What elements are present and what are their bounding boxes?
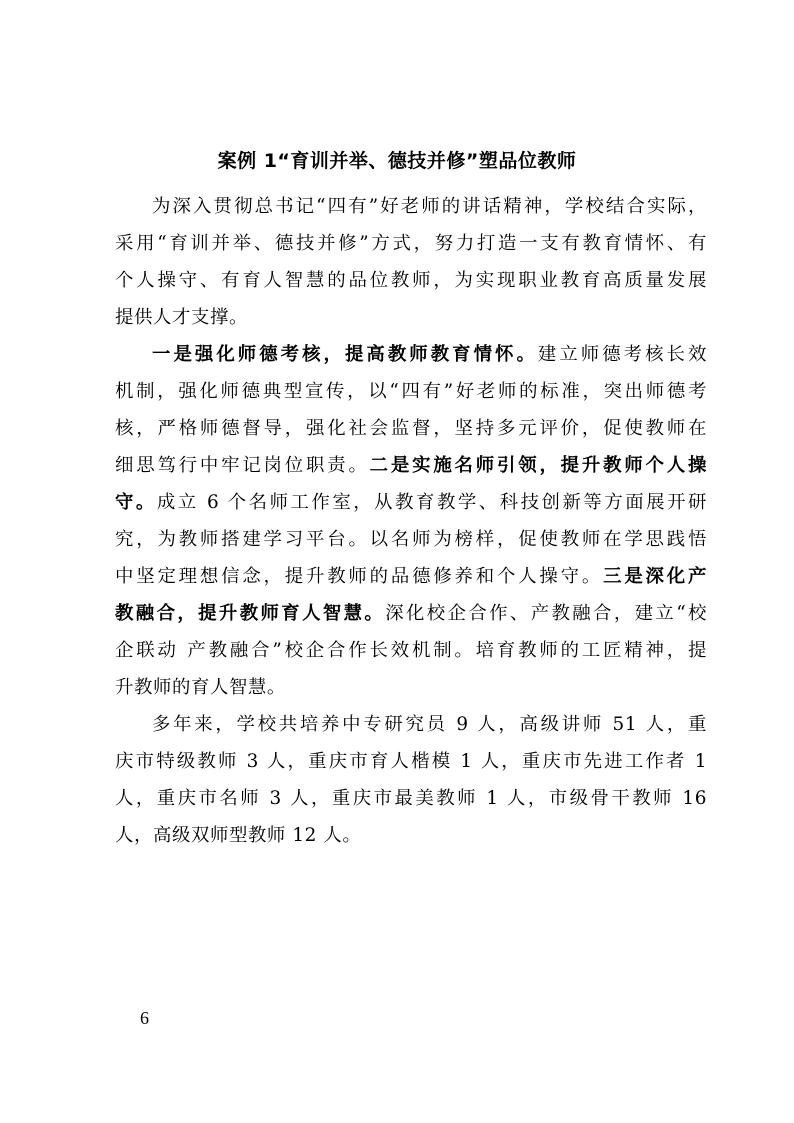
- text-line: [115, 414, 707, 444]
- body-text: 个人操守、有育人智慧的品位教师，为实现职业教育高质量发展: [115, 270, 707, 291]
- body-text: 细思笃行中牢记岗位职责。: [115, 455, 370, 476]
- bold-heading-text: 守。: [115, 492, 157, 513]
- text-line: [115, 821, 707, 851]
- body-text: 升教师的育人智慧。: [115, 677, 286, 698]
- text-line: [115, 784, 707, 814]
- body-text: 中坚定理想信念，提升教师的品德修养和个人操守。: [115, 566, 604, 587]
- text-line: [115, 636, 707, 666]
- body-text: 庆市特级教师 3 人，重庆市育人楷模 1 人，重庆市先进工作者 1: [115, 751, 707, 772]
- body-text: 多年来，学校共培养中专研究员 9 人，高级讲师 51 人，重: [152, 714, 707, 735]
- text-line: [115, 488, 707, 518]
- document-title: 案例 1“育训并举、德技并修”塑品位教师: [217, 150, 577, 172]
- text-line: [152, 192, 707, 222]
- text-line: [152, 710, 707, 740]
- text-line: [115, 673, 707, 703]
- text-line: [115, 229, 707, 259]
- body-text: 人，高级双师型教师 12 人。: [115, 825, 362, 846]
- text-line: [115, 303, 707, 333]
- body-text: 究，为教师搭建学习平台。以名师为榜样，促使教师在学思践悟: [115, 529, 707, 550]
- bold-heading-text: 教融合，提升教师育人智慧。: [115, 603, 386, 624]
- body-text: 人，重庆市名师 3 人，重庆市最美教师 1 人，市级骨干教师 16: [115, 788, 707, 809]
- text-line: [115, 451, 707, 481]
- bold-heading-text: 二是实施名师引领，提升教师个人操: [369, 455, 707, 476]
- bold-heading-text: 三是深化产: [603, 566, 707, 587]
- body-text: 建立师德考核长效: [537, 344, 707, 365]
- text-line: [115, 747, 707, 777]
- body-text: 核，严格师德督导，强化社会监督，坚持多元评价，促使教师在: [115, 418, 707, 439]
- body-text: 为深入贯彻总书记“四有”好老师的讲话精神，学校结合实际，: [152, 196, 707, 217]
- body-text: 提供人才支撑。: [115, 307, 248, 328]
- text-line: [152, 340, 707, 370]
- body-text: 成立 6 个名师工作室，从教育教学、科技创新等方面展开研: [156, 492, 707, 513]
- text-line: [115, 525, 707, 555]
- body-text: 采用“育训并举、德技并修”方式，努力打造一支有教育情怀、有: [115, 233, 707, 254]
- bold-heading-text: 一是强化师德考核，提高教师教育情怀。: [152, 344, 538, 365]
- text-line: [115, 266, 707, 296]
- text-line: [115, 562, 707, 592]
- text-line: [115, 599, 707, 629]
- text-line: [115, 377, 707, 407]
- body-text: 深化校企合作、产教融合，建立“校: [385, 603, 707, 624]
- body-text: 机制，强化师德典型宣传，以“四有”好老师的标准，突出师德考: [115, 381, 707, 402]
- page-number: 6: [140, 1008, 149, 1028]
- body-text: 企联动 产教融合”校企合作长效机制。培育教师的工匠精神，提: [115, 640, 707, 661]
